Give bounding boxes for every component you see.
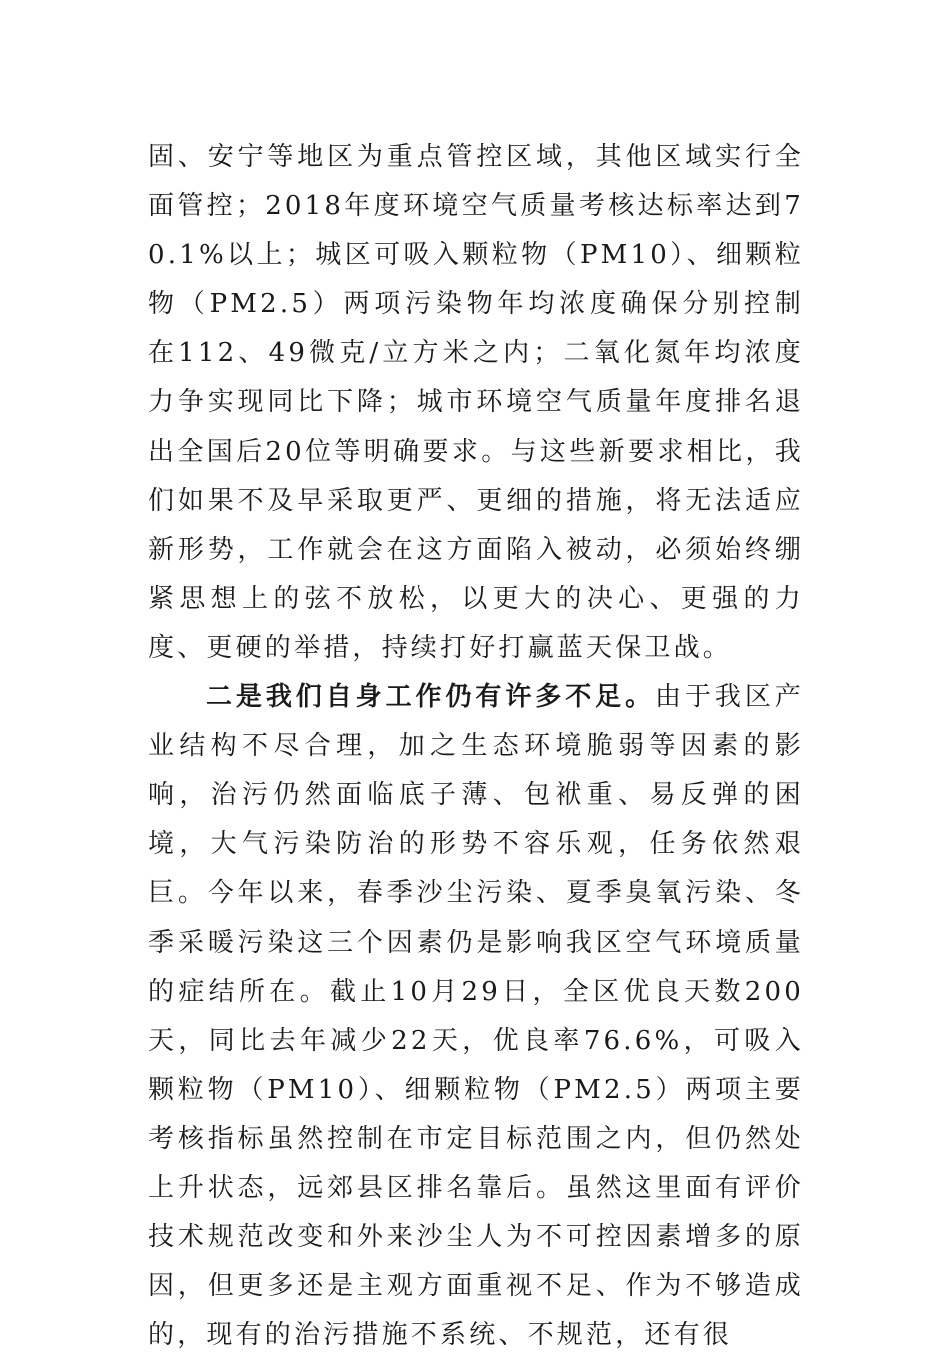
paragraph-2-text: 由于我区产业结构不尽合理，加之生态环境脆弱等因素的影响，治污仍然面临底子薄、包袱重、易反弹的困境，大气污染防治的形势不容乐观，任务依然艰巨。今年以来，春季沙尘污染、夏季臭氧污染、冬季采暖污染这三个因素仍是影响我区空气环境质量的症结所在。截止10月29日，全区优良天数200天，同比去年减少22天，优良率76.6%，可吸入颗粒物（PM10）、细颗粒物（PM2.5）两项主要考核指标虽然控制在市定目标范围之内，但仍然处上升状态，远郊县区排名靠后。虽然这里面有评价技术规范改变和外来沙尘人为不可控因素增多的原因，但更多还是主观方面重视不足、作为不够造成的，现有的治污措施不系统、不规范，还有很 xyxy=(148,682,804,1351)
paragraph-1-text: 固、安宁等地区为重点管控区域，其他区域实行全面管控；2018年度环境空气质量考核达标率达到70.1%以上；城区可吸入颗粒物（PM10）、细颗粒物（PM2.5）两项污染物年均浓度确保分别控制在112、49微克/立方米之内；二氧化氮年均浓度力争实现同比下降；城市环境空气质量年度排名退出全国后20位等明确要求。与这些新要求相比，我们如果不及早采取更严、更细的措施，将无法适应新形势，工作就会在这方面陷入被动，必须始终绷紧思想上的弦不放松，以更大的决心、更强的力度、更硬的举措，持续打好打赢蓝天保卫战。 xyxy=(148,142,804,663)
document-page xyxy=(148,133,804,1360)
paragraph-1 xyxy=(148,133,804,673)
paragraph-2 xyxy=(148,673,804,1360)
paragraph-2-lead: 二是我们自身工作仍有许多不足。 xyxy=(206,682,656,713)
